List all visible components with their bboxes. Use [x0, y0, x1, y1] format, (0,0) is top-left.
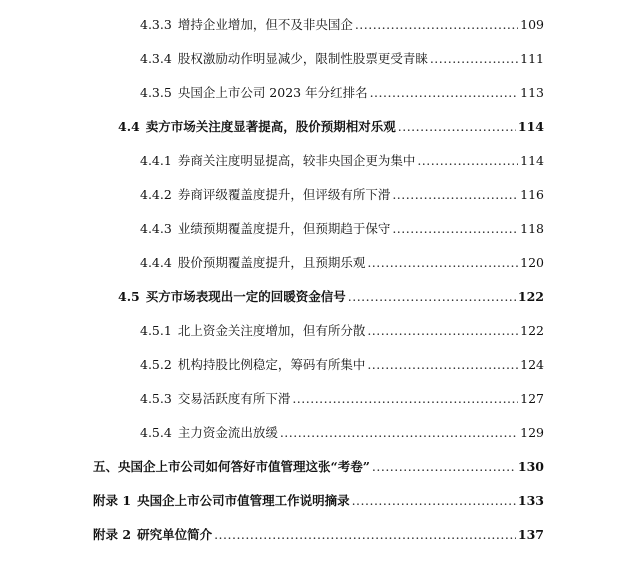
toc-entry-number: 4.3.3	[140, 17, 172, 32]
toc-entry-page: 111	[520, 51, 544, 66]
toc-entry-number: 4.4.2	[140, 187, 172, 202]
toc-entry-number: 4.3.5	[140, 85, 172, 100]
toc-entry-title: 北上资金关注度增加，但有所分散	[177, 323, 366, 338]
toc-entry-page: 114	[520, 153, 544, 168]
toc-dot-leader	[430, 49, 518, 69]
toc-entry-page: 130	[517, 459, 544, 474]
toc-entry-page: 118	[520, 221, 544, 236]
toc-entry-number: 4.5	[118, 289, 140, 304]
toc-entry-page: 133	[517, 493, 544, 508]
toc-entry-page: 122	[517, 289, 544, 304]
toc-entry-4-5-2[interactable]	[140, 355, 544, 375]
toc-dot-leader	[214, 525, 516, 545]
toc-entry-page: 109	[520, 17, 544, 32]
toc-entry-page: 122	[520, 323, 544, 338]
toc-entry-title: 增持企业增加，但不及非央国企	[177, 17, 353, 32]
toc-entry-appendix-2[interactable]	[93, 525, 544, 545]
toc-dot-leader	[398, 117, 516, 137]
toc-entry-appendix-1[interactable]	[93, 491, 544, 511]
toc-entry-4-5-1[interactable]	[140, 321, 544, 341]
toc-entry-title: 买方市场表现出一定的回暖资金信号	[145, 289, 346, 304]
toc-dot-leader	[417, 151, 518, 171]
toc-entry-4-5-4[interactable]	[140, 423, 544, 443]
toc-entry-title: 券商关注度明显提高，较非央国企更为集中	[177, 153, 416, 168]
toc-entry-title: 股权激励动作明显减少，限制性股票更受青睐	[177, 51, 428, 66]
toc-entry-number: 4.5.3	[140, 391, 172, 406]
toc-entry-4-4-4[interactable]	[140, 253, 544, 273]
toc-entry-page: 113	[520, 85, 544, 100]
toc-dot-leader	[372, 457, 516, 477]
toc-entry-number: 4.3.4	[140, 51, 172, 66]
toc-dot-leader	[292, 389, 518, 409]
toc-entry-page: 127	[520, 391, 544, 406]
toc-dot-leader	[348, 287, 516, 307]
toc-entry-number: 4.5.4	[140, 425, 172, 440]
toc-entry-title: 业绩预期覆盖度提升，但预期趋于保守	[177, 221, 391, 236]
toc-entry-4-4-2[interactable]	[140, 185, 544, 205]
toc-entry-chapter-5[interactable]	[93, 457, 544, 477]
toc-dot-leader	[367, 321, 518, 341]
toc-entry-page: 116	[520, 187, 544, 202]
toc-dot-leader	[370, 83, 519, 103]
toc-entry-number: 附录 1	[93, 493, 132, 508]
toc-dot-leader	[352, 491, 516, 511]
toc-entry-title: 研究单位简介	[137, 527, 213, 542]
toc-entry-4-3-5[interactable]	[140, 83, 544, 103]
toc-entry-title: 央国企上市公司市值管理工作说明摘录	[137, 493, 350, 508]
toc-entry-4-3-4[interactable]	[140, 49, 544, 69]
toc-entry-4-5[interactable]	[118, 287, 544, 307]
toc-entry-title: 股价预期覆盖度提升，且预期乐观	[177, 255, 366, 270]
toc-entry-title: 交易活跃度有所下滑	[177, 391, 291, 406]
toc-entry-number: 五、	[93, 459, 119, 474]
toc-dot-leader	[367, 355, 518, 375]
toc-entry-title: 卖方市场关注度显著提高，股价预期相对乐观	[145, 119, 396, 134]
toc-entry-4-4[interactable]	[118, 117, 544, 137]
toc-dot-leader	[367, 253, 518, 273]
toc-entry-number: 4.5.1	[140, 323, 172, 338]
toc-entry-4-5-3[interactable]	[140, 389, 544, 409]
toc-entry-number: 4.4.3	[140, 221, 172, 236]
toc-entry-title: 主力资金流出放缓	[177, 425, 278, 440]
toc-entry-number: 4.4.1	[140, 153, 172, 168]
toc-dot-leader	[392, 185, 518, 205]
toc-entry-title: 央国企上市公司 2023 年分红排名	[177, 85, 368, 100]
toc-entry-4-4-1[interactable]	[140, 151, 544, 171]
toc-entry-page: 129	[520, 425, 544, 440]
toc-dot-leader	[392, 219, 518, 239]
toc-entry-number: 附录 2	[93, 527, 132, 542]
toc-entry-4-3-3[interactable]	[140, 15, 544, 35]
toc-entry-4-4-3[interactable]	[140, 219, 544, 239]
toc-entry-title: 央国企上市公司如何答好市值管理这张“考卷”	[118, 459, 370, 474]
toc-entry-number: 4.5.2	[140, 357, 172, 372]
toc-dot-leader	[355, 15, 518, 35]
toc-entry-page: 120	[520, 255, 544, 270]
toc-entry-page: 137	[517, 527, 544, 542]
toc-dot-leader	[280, 423, 518, 443]
toc-entry-title: 券商评级覆盖度提升，但评级有所下滑	[177, 187, 391, 202]
toc-entry-title: 机构持股比例稳定，筹码有所集中	[177, 357, 366, 372]
toc-entry-page: 124	[520, 357, 544, 372]
toc-entry-page: 114	[517, 119, 544, 134]
toc-entry-number: 4.4.4	[140, 255, 172, 270]
toc-entry-number: 4.4	[118, 119, 140, 134]
